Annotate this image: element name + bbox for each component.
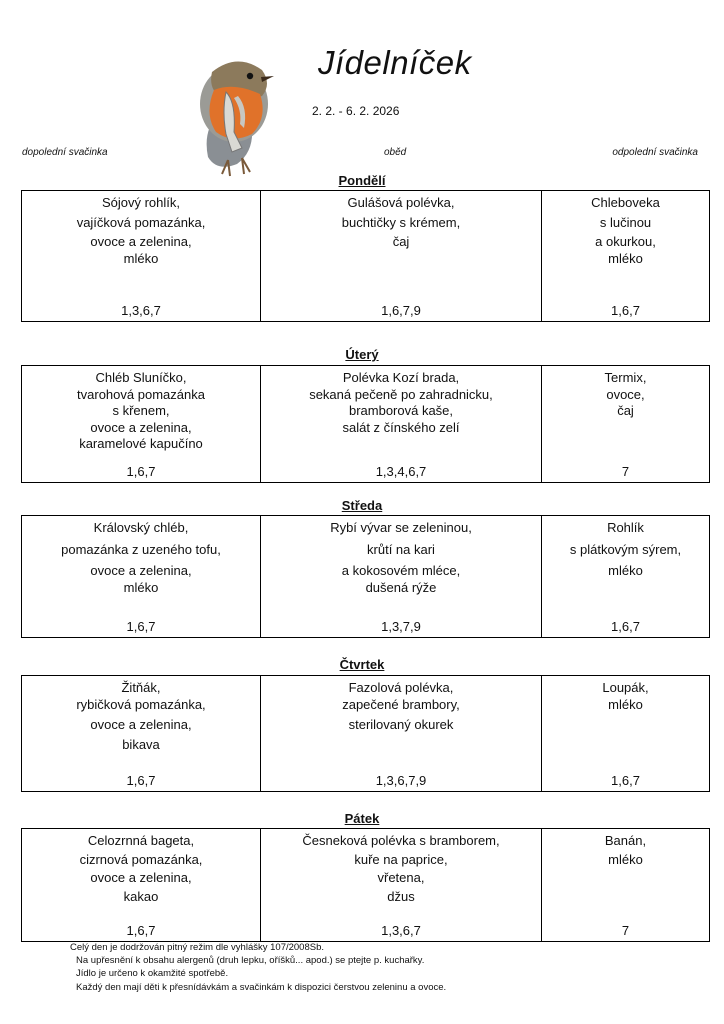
morning-snack-text: Chléb Sluníčko, tvarohová pomazánka s křenem, ovoce a zelenina, karamelové kapučíno bbox=[77, 370, 205, 451]
morning-snack-cell bbox=[22, 366, 261, 483]
afternoon-snack-text: Chleboveka s lučinou a okurkou, mléko bbox=[591, 195, 660, 266]
footer-note: Na upřesnění k obsahu alergenů (druh lepku, oříšků... apod.) se ptejte p. kuchařky. bbox=[76, 955, 425, 967]
morning-snack-text: Královský chléb, pomazánka z uzeného tofu, ovoce a zelenina, mléko bbox=[61, 520, 221, 595]
allergens: 1,6,7 bbox=[611, 772, 640, 788]
footer-note: Celý den je dodržován pitný režim dle vyhlášky 107/2008Sb. bbox=[70, 942, 325, 953]
allergens: 1,3,4,6,7 bbox=[375, 463, 427, 479]
date-range: 2. 2. - 6. 2. 2026 bbox=[312, 104, 400, 118]
afternoon-snack-cell bbox=[542, 191, 710, 322]
allergens: 7 bbox=[621, 463, 630, 479]
morning-snack-text: Žitňák, rybičková pomazánka, ovoce a zelenina, bikava bbox=[76, 680, 206, 752]
menu-table-tuesday bbox=[21, 365, 710, 483]
afternoon-snack-text: Rohlík s plátkovým sýrem, mléko bbox=[569, 520, 682, 578]
day-label-monday: Pondělí bbox=[338, 173, 386, 188]
menu-table-friday bbox=[21, 828, 710, 942]
allergens: 1,3,7,9 bbox=[381, 618, 421, 634]
allergens: 1,6,7,9 bbox=[381, 302, 421, 318]
afternoon-snack-text: Loupák, mléko bbox=[602, 680, 649, 712]
day-label-tuesday: Úterý bbox=[345, 347, 379, 362]
allergens: 1,6,7 bbox=[611, 618, 640, 634]
robin-bird-illustration bbox=[182, 52, 278, 178]
allergens: 1,3,6,7,9 bbox=[375, 772, 427, 788]
afternoon-snack-cell bbox=[542, 516, 710, 638]
column-header-morning: dopolední svačinka bbox=[22, 147, 108, 158]
lunch-cell bbox=[261, 191, 542, 322]
column-header-lunch: oběd bbox=[384, 147, 407, 158]
lunch-cell bbox=[261, 516, 542, 638]
afternoon-snack-text: Banán, mléko bbox=[604, 833, 647, 867]
day-label-thursday: Čtvrtek bbox=[339, 657, 385, 672]
afternoon-snack-text: Termix, ovoce, čaj bbox=[604, 370, 647, 418]
lunch-text: Rybí vývar se zeleninou, krůtí na kari a kokosovém mléce, dušená rýže bbox=[330, 520, 472, 595]
morning-snack-cell bbox=[22, 676, 261, 792]
day-label-wednesday: Středa bbox=[341, 498, 383, 513]
lunch-text: Fazolová polévka, zapečené brambory, sterilovaný okurek bbox=[342, 680, 460, 732]
morning-snack-cell bbox=[22, 516, 261, 638]
column-header-afternoon: odpolední svačinka bbox=[612, 147, 698, 158]
allergens: 1,6,7 bbox=[126, 772, 156, 788]
footer-note: Každý den mají děti k přesnídávkám a svačinkám k dispozici čerstvou zeleninu a ovoce. bbox=[76, 981, 447, 993]
allergens: 7 bbox=[621, 922, 630, 938]
afternoon-snack-cell bbox=[542, 366, 710, 483]
lunch-text: Polévka Kozí brada, sekaná pečeně po zahradnicku, bramborová kaše, salát z čínského zelí bbox=[309, 370, 493, 435]
allergens: 1,6,7 bbox=[611, 302, 640, 318]
allergens: 1,3,6,7 bbox=[381, 922, 421, 938]
lunch-cell bbox=[261, 366, 542, 483]
menu-table-thursday bbox=[21, 675, 710, 792]
morning-snack-text: Sójový rohlík, vajíčková pomazánka, ovoce a zelenina, mléko bbox=[76, 195, 206, 266]
lunch-text: Gulášová polévka, buchtičky s krémem, čaj bbox=[341, 195, 461, 249]
menu-table-monday bbox=[21, 190, 710, 322]
day-label-friday: Pátek bbox=[344, 811, 380, 826]
lunch-text: Česneková polévka s bramborem, kuře na paprice, vřetena, džus bbox=[302, 833, 500, 904]
morning-snack-cell bbox=[22, 829, 261, 942]
allergens: 1,6,7 bbox=[126, 618, 156, 634]
afternoon-snack-cell bbox=[542, 676, 710, 792]
menu-table-wednesday bbox=[21, 515, 710, 638]
allergens: 1,3,6,7 bbox=[121, 302, 161, 318]
page-title: Jídelníček bbox=[318, 44, 472, 81]
allergens: 1,6,7 bbox=[126, 922, 156, 938]
morning-snack-cell bbox=[22, 191, 261, 322]
morning-snack-text: Celozrnná bageta, cizrnová pomazánka, ovoce a zelenina, kakao bbox=[79, 833, 203, 904]
footer-note: Jídlo je určeno k okamžité spotřebě. bbox=[76, 968, 229, 980]
footer-notes bbox=[70, 941, 447, 994]
lunch-cell bbox=[261, 829, 542, 942]
allergens: 1,6,7 bbox=[126, 463, 156, 479]
afternoon-snack-cell bbox=[542, 829, 710, 942]
lunch-cell bbox=[261, 676, 542, 792]
